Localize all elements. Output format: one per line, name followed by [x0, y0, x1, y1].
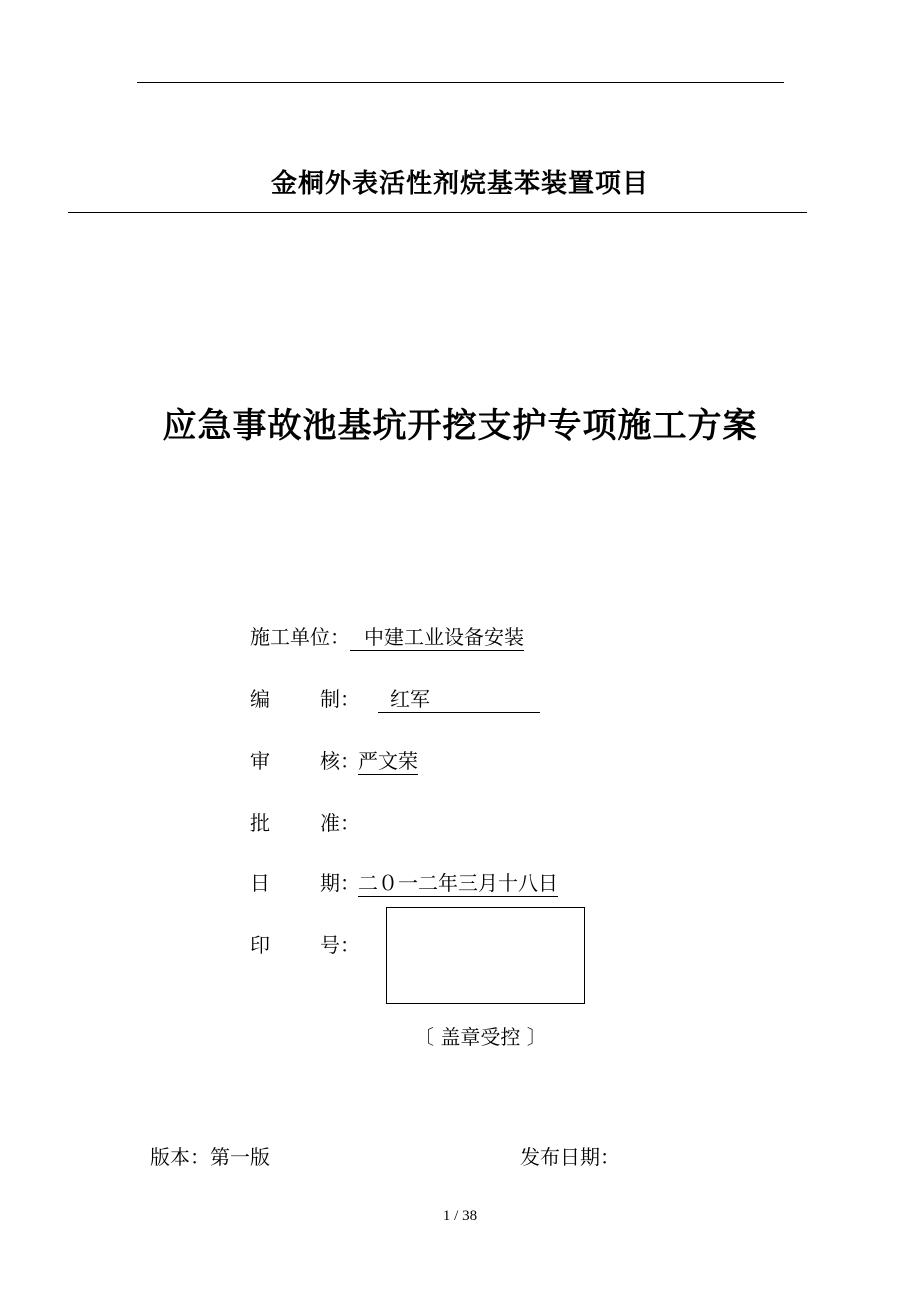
- date-label: 日 期：: [250, 871, 360, 895]
- reviewer-field: [250, 744, 418, 778]
- page-number: 1 / 38: [442, 1208, 478, 1224]
- stamp-control-note: 〔 盖章受控 〕: [414, 1025, 547, 1049]
- construction-unit-value: 中建工业设备安装: [350, 624, 524, 651]
- construction-unit-label: 施工单位：: [250, 625, 350, 649]
- version-label: 版本：第一版: [150, 1145, 270, 1169]
- author-field: [250, 682, 540, 716]
- document-title: 应急事故池基坑开挖支护专项施工方案: [162, 406, 758, 446]
- date-value: 二０一二年三月十八日: [358, 871, 558, 895]
- approver-field: [250, 806, 366, 840]
- project-title-underline: [68, 212, 807, 213]
- author-label: 编 制：: [250, 687, 360, 711]
- print-number-field: [250, 928, 366, 962]
- date-field: [250, 866, 558, 900]
- approver-label: 批 准：: [250, 811, 360, 835]
- author-value: 红军: [378, 686, 540, 713]
- top-rule: [137, 82, 784, 83]
- print-number-label: 印 号：: [250, 933, 360, 957]
- stamp-box: [386, 907, 585, 1004]
- reviewer-value: 严文荣: [358, 749, 418, 773]
- construction-unit-field: [250, 620, 524, 654]
- project-title: 金桐外表活性剂烷基苯装置项目: [270, 169, 649, 199]
- reviewer-label: 审 核：: [250, 749, 360, 773]
- release-date-label: 发布日期：: [520, 1145, 620, 1169]
